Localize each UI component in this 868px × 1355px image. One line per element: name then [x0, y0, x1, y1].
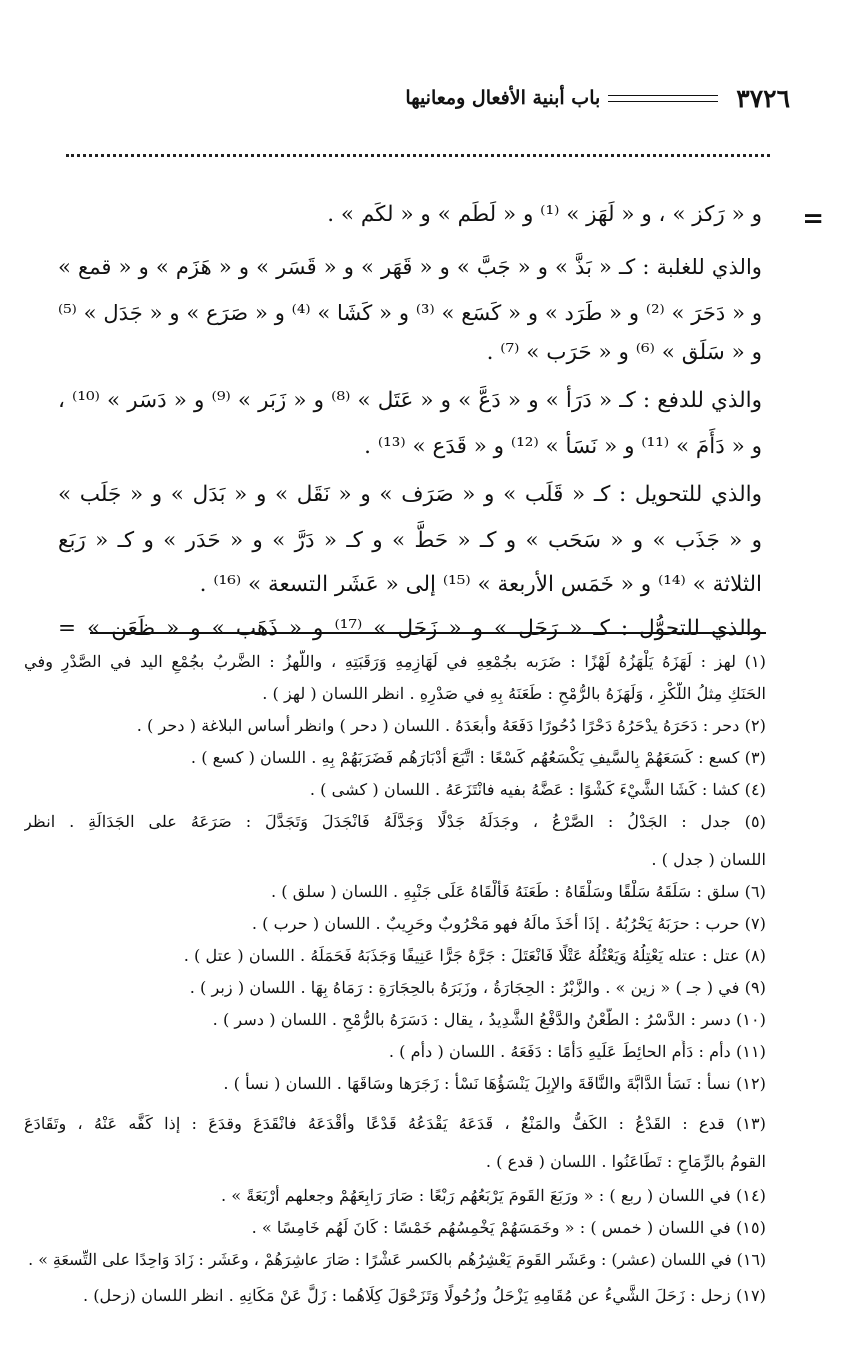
main-line: و « سَلَق » ⁽⁶⁾ و « حَرَب » ⁽⁷⁾ .: [486, 340, 762, 365]
footnote-line: القومُ بالرِّمَاحِ : تَطَاعَنُوا . اللسان ( قدع ) .: [485, 1152, 766, 1171]
footnote-separator: [90, 632, 766, 634]
page-number: ٣٧٢٦: [736, 83, 790, 113]
footnote-line: (١٠) دسر : الدَّسْرُ : الطَّعْنُ والدَّفْعُ الشَّدِيدُ ، يقال : دَسَرَهُ بالرُّمْحِ . اللسان ( دسر ) .: [212, 1010, 766, 1029]
footnote-line: (٥) جدل : الجَدْلُ : الصَّرْعُ ، وجَدَلَهُ جَدْلًا وَجَدَّلَهُ فَانْجَدَلَ وَتَجَدَّلَ : صَرَعَهُ على الجَدَالَةِ . انظر: [24, 812, 766, 831]
footnote-line: (١) لهز : لَهَزَهُ يَلْهَزُهُ لَهْزًا : ضَرَبه بجُمْعِهِ في لَهَازِمِهِ وَرَقَبَتِهِ ، واللَّهزُ : الضَّربُ بجُمْعِ اليد في الصَّدْرِ وفي: [24, 652, 766, 671]
main-line: الثلاثة » ⁽¹⁴⁾ و « خَمَس الأربعة » ⁽¹⁵⁾ إلى « عَشَر التسعة » ⁽¹⁶⁾ .: [199, 572, 762, 597]
footnote-line: (١٣) قدع : القَدْعُ : الكَفُّ والمَنْعُ ، قَدَعَهُ يَقْدَعُهُ قَدْعًا وأقْدَعَهُ فانْقَدَعَ وقدَعَ : إذا كَفَّه عَنْهُ ، وتَقَادَعَ: [24, 1114, 766, 1133]
main-line: والذي للتحوُّل : كـ « رَحَل » و « زَحَل » ⁽¹⁷⁾ و « ذَهَب » و « ظَعَن » =: [58, 616, 762, 641]
dotted-separator: [66, 144, 770, 157]
header-rule: [608, 95, 718, 102]
main-line: والذي للغلبة : كـ « بَذَّ » و « جَبَّ » و « قَهَر » و « قَسَر » و « هَزَم » و « قمع »: [58, 254, 762, 279]
footnote-line: (١٧) زحل : زَحَلَ الشَّيءُ عن مُقَامِهِ يَزْحَلُ وزُحُولًا وَتَزَحْوَلَ كِلَاهُما : زَلَّ عَنْ مَكَانِهِ . انظر اللسان (زحل) .: [82, 1286, 766, 1305]
footnote-line: (٤) كشا : كَشَا الشَّيْءَ كَشْوًا : عَضَّهُ بفيه فانْتَزَعَهُ . اللسان ( كشى ) .: [309, 780, 766, 799]
main-line: والذي للتحويل : كـ « قَلَب » و « صَرَف » و « نَقَل » و « بَدَل » و « جَلَب »: [58, 482, 762, 507]
main-line: و « رَكز » ، و « لَهَز » ⁽¹⁾ و « لَطَم » و « لكَم » .: [327, 202, 762, 227]
footnote-line: (٣) كسع : كَسَعَهُمْ بِالسَّيفِ يَكْسَعُهُم كَسْعًا : اتَّبَعَ أدْبَارَهُم فَضَرَبَهُمْ بِهِ . اللسان ( كسع ) .: [190, 748, 766, 767]
chapter-title: باب أبنية الأفعال ومعانيها: [405, 87, 601, 109]
footnote-line: (١٥) في اللسان ( خمس ) : « وخَمَسَهُمْ يَخْمِسُهُم خَمْسًا : كَانَ لَهُم خَامِسًا » .: [251, 1218, 766, 1237]
footnote-line: (١٤) في اللسان ( ربع ) : « ورَبَعَ القَومَ يَرْبَعُهُم رَبْعًا : صَارَ رَابِعَهُمْ وجعلهم أرْبَعَةً » .: [220, 1186, 766, 1205]
footnote-line: (١٢) نسأ : نَسَأَ الدَّابَّةَ والنَّاقَةَ والإبِلَ يَنْسَؤُهَا نَسْأً : زَجَرَها وسَاقَهَا . اللسان ( نسأ ) .: [223, 1074, 766, 1093]
continuation-mark-top: =: [802, 204, 824, 234]
footnote-line: (٧) حرب : حرَبَهُ يَحْرُبُهُ . إذَا أخَذَ مالَهُ فهو مَحْرُوبٌ وحَرِيبٌ . اللسان ( حرب ) .: [251, 914, 766, 933]
footnote-line: اللسان ( جدل ) .: [651, 850, 766, 869]
main-line: و « دَأَمَ » ⁽¹¹⁾ و « نَسَأ » ⁽¹²⁾ و « قَدَع » ⁽¹³⁾ .: [364, 434, 762, 459]
footnote-line: (١٦) في اللسان (عشر) : وعَشَر القَومَ يَعْشِرُهُم بالكسر عَشْرًا : صَارَ عاشِرَهُمْ ، وعَشَر : زَادَ وَاحِدًا على التِّسعَةِ » .: [28, 1250, 766, 1269]
main-line: والذي للدفع : كـ « دَرَأ » و « دَعَّ » و « عَتَل » ⁽⁸⁾ و « زَبَر » ⁽⁹⁾ و « دَسَر » ⁽¹⁰⁾ ،: [58, 388, 763, 413]
page-header: [30, 78, 790, 118]
footnote-line: (٢) دحر : دَحَرَهُ يدْحَرُهُ دَحْرًا دُحُورًا دَفَعَهُ وأبعَدَهُ . اللسان ( دحر ) وانظر أساس البلاغة ( دحر ) .: [136, 716, 766, 735]
footnote-line: (٨) عتل : عتله يَعْتِلُهُ وَيَعْتُلُهُ عَتْلًا فَانْعَتَلَ : جَرَّهُ جَرًّا عَنِيفًا وَجَذَبَهُ فَحَمَلَهُ . اللسان ( عتل ) .: [183, 946, 766, 965]
footnote-line: (١١) دأم : دَأَم الحائِطَ عَلَيهِ دَأْمًا : دَفَعَهُ . اللسان ( دأم ) .: [388, 1042, 766, 1061]
footnote-line: الحَنَكِ مِثلُ اللَّكْزِ ، وَلَهَزَهُ بالرُّمْحِ : طَعَنَهُ بِهِ في صَدْرِهِ . انظر اللسان ( لهز ) .: [262, 684, 766, 703]
footnote-line: (٦) سلق : سَلَقَهُ سَلْقًا وسَلْقَاهُ : طَعَنَهُ فَأَلْقَاهُ عَلَى جَنْبِهِ . اللسان ( سلق ) .: [271, 882, 766, 901]
footnote-line: (٩) في ( جـ ) « زين » . والزَّبْرُ : الحِجَارَةُ ، وزَبَرَهُ بالحِجَارَةِ : رَمَاهُ بِهَا . اللسان ( زبر ) .: [189, 978, 766, 997]
main-line: و « دَحَرَ » ⁽²⁾ و « طَرَد » و « كَسَع » ⁽³⁾ و « كَشَا » ⁽⁴⁾ و « صَرَع » و « جَدَل » ⁽⁵⁾: [58, 300, 763, 325]
main-line: و « جَذَب » و « سَحَب » و كـ « حَطَّ » و كـ « دَرَّ » و « حَدَر » و كـ « رَبَع: [58, 528, 762, 553]
